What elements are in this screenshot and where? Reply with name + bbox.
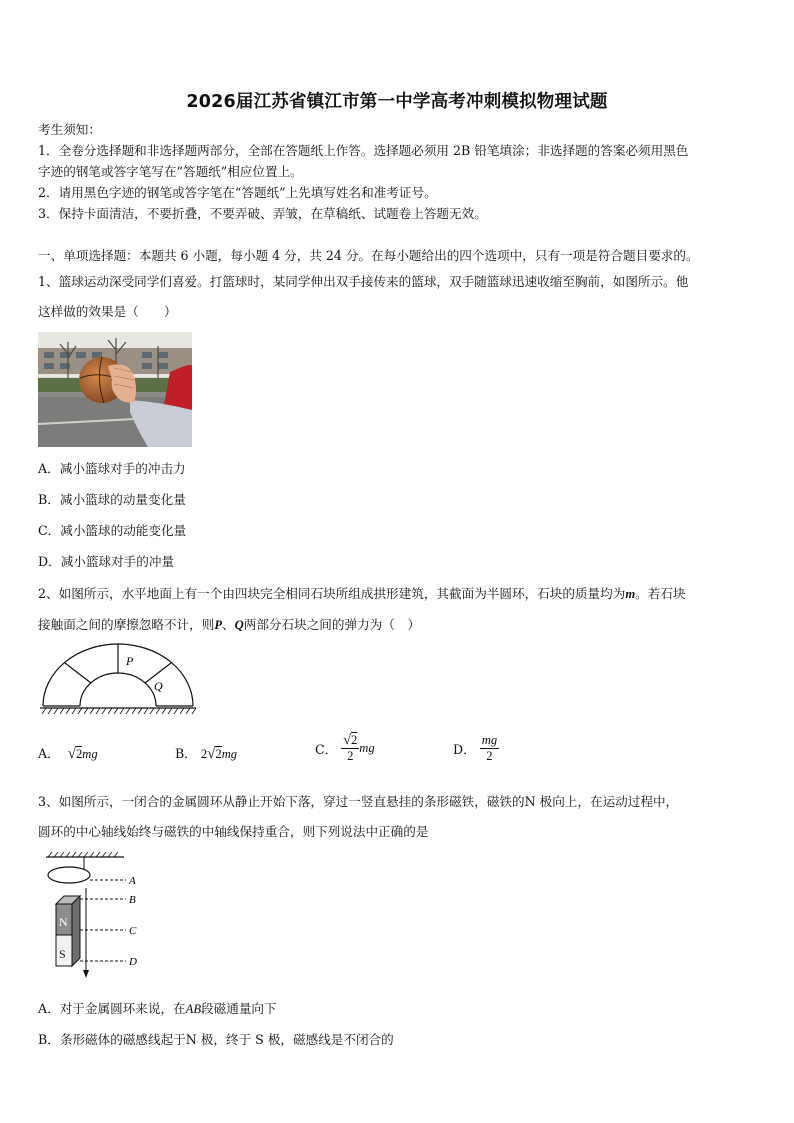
arch-label-q: Q — [154, 679, 163, 693]
basketball-catch-photo — [38, 332, 192, 447]
notice-line-1a: 1．全卷分选择题和非选择题两部分，全部在答题纸上作答。选择题必须用 2B 铅笔填涂；非选择题的答案必须用黑色 — [38, 143, 689, 158]
page-title: 2026届江苏省镇江市第一中学高考冲刺模拟物理试题 — [186, 92, 608, 112]
magnet-label-s: S — [59, 947, 66, 961]
magnet-ring-figure — [40, 852, 150, 982]
q3-stem-line2: 圆环的中心轴线始终与磁铁的中轴线保持重合，则下列说法中正确的是 — [38, 824, 429, 839]
notice-line-2: 2．请用黑色字迹的钢笔或答字笔在“答题纸”上先填写姓名和准考证号。 — [38, 185, 437, 200]
q2-stem-line2: 接触面之间的摩擦忽略不计，则P、Q两部分石块之间的弹力为（ ） — [38, 617, 421, 632]
position-label-d: D — [129, 956, 137, 968]
notice-heading: 考生须知： — [38, 122, 101, 137]
position-label-c: C — [129, 925, 137, 937]
arch-figure — [38, 642, 198, 716]
q1-stem-line1: 1、篮球运动深受同学们喜爱。打篮球时，某同学伸出双手接传来的篮球，双手随篮球迅速收缩至胸前，如图所示。他 — [38, 274, 689, 289]
position-label-a: A — [129, 875, 136, 887]
q1-option-d: D．减小篮球对手的冲量 — [38, 554, 175, 569]
q3-stem-line1: 3、如图所示，一闭合的金属圆环从静止开始下落，穿过一竖直悬挂的条形磁铁，磁铁的N 极向上，在运动过程中， — [38, 794, 679, 809]
q2-option-a: A． √2mg — [38, 746, 98, 762]
q3-option-a: A．对于金属圆环来说，在AB段磁通量向下 — [38, 1001, 277, 1016]
q1-option-a: A．减小篮球对手的冲击力 — [38, 461, 186, 476]
notice-line-3: 3．保持卡面清洁，不要折叠，不要弄破、弄皱，在草稿纸、试题卷上答题无效。 — [38, 206, 487, 221]
magnet-label-n: N — [59, 915, 68, 929]
q3-option-b: B．条形磁体的磁感线起于N 极，终于 S 极，磁感线是不闭合的 — [38, 1032, 394, 1047]
q2-stem-line1: 2、如图所示，水平地面上有一个由四块完全相同石块所组成拱形建筑，其截面为半圆环，石块的质量均为m。若石块 — [38, 586, 686, 601]
q1-stem-line2: 这样做的效果是（ ） — [38, 304, 177, 319]
notice-line-1b: 字迹的钢笔或答字笔写在“答题纸”相应位置上。 — [38, 164, 303, 179]
position-label-b: B — [129, 894, 136, 906]
q2-option-c: C． $\frac{√2}{2}$ mg — [315, 733, 375, 763]
q2-option-d: D． $\frac{mg}{2}$ — [453, 733, 498, 763]
q1-option-c: C．减小篮球的动能变化量 — [38, 523, 187, 538]
section-heading: 一、单项选择题：本题共 6 小题，每小题 4 分，共 24 分。在每小题给出的四个选项中，只有一项是符合题目要求的。 — [38, 248, 699, 263]
q1-option-b: B．减小篮球的动量变化量 — [38, 492, 186, 507]
arch-label-p: P — [126, 654, 134, 668]
q2-option-b: B． 2√2mg — [175, 746, 238, 762]
